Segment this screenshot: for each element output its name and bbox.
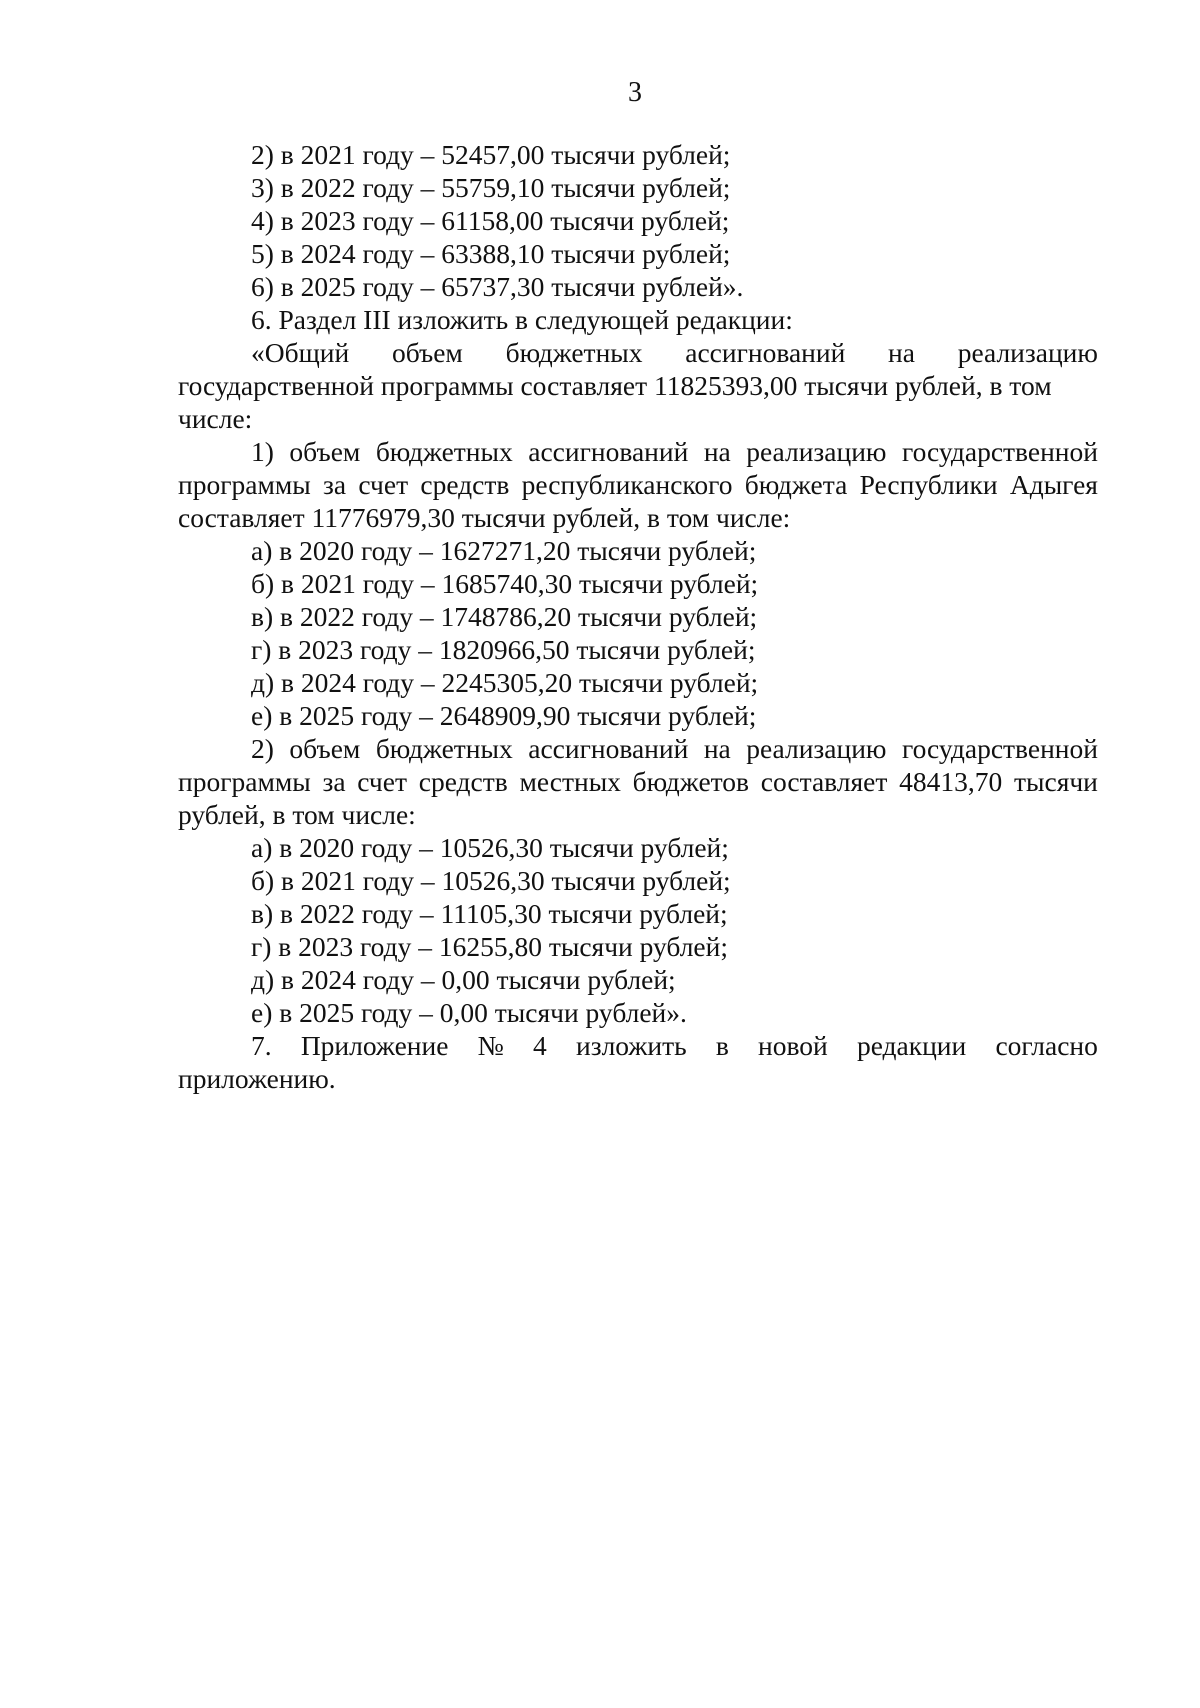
justified-word: реализацию <box>746 436 887 467</box>
list-item: г) в 2023 году – 1820966,50 тысячи рублей; <box>251 634 756 665</box>
justified-word: программы <box>178 469 311 500</box>
list-item: в) в 2022 году – 11105,30 тысячи рублей; <box>251 898 728 929</box>
justified-word: республиканского <box>521 469 733 500</box>
justified-word: ассигнований <box>685 337 846 368</box>
total-paragraph-line-1 <box>178 336 1098 369</box>
list-republican-budget <box>178 534 1098 732</box>
justified-word: согласно <box>995 1030 1098 1061</box>
item-6-heading: 6. Раздел III изложить в следующей редакции: <box>251 304 793 335</box>
justified-word: бюджетных <box>375 733 513 764</box>
justified-word: счет <box>357 766 407 797</box>
local-paragraph-line-3: рублей, в том числе: <box>178 799 416 830</box>
justified-word: бюджетных <box>505 337 643 368</box>
justified-word: объем <box>289 436 361 467</box>
list-item: д) в 2024 году – 0,00 тысячи рублей; <box>251 964 676 995</box>
justified-word: местных <box>519 766 621 797</box>
justified-word: бюджета <box>744 469 848 500</box>
list-item: 2) в 2021 году – 52457,00 тысячи рублей; <box>251 139 731 170</box>
justified-word: государственной <box>901 436 1098 467</box>
republican-paragraph-line-1 <box>178 435 1098 468</box>
justified-word: Республики <box>859 469 998 500</box>
justified-word: реализацию <box>957 337 1098 368</box>
local-paragraph-line-1 <box>178 732 1098 765</box>
justified-word: программы <box>178 766 311 797</box>
justified-word: объем <box>289 733 361 764</box>
document-body <box>178 138 1098 1095</box>
list-item: а) в 2020 году – 10526,30 тысячи рублей; <box>251 832 729 863</box>
justified-word: средств <box>418 766 508 797</box>
item-7-line-1 <box>178 1029 1098 1062</box>
justified-word: бюджетов <box>632 766 750 797</box>
justified-word: Приложение <box>300 1030 449 1061</box>
justified-word: на <box>703 436 731 467</box>
justified-word: № <box>477 1030 504 1061</box>
page-number: 3 <box>628 77 642 108</box>
justified-word: реализацию <box>746 733 887 764</box>
justified-word: объем <box>391 337 463 368</box>
republican-paragraph-line-3: составляет 11776979,30 тысячи рублей, в том числе: <box>178 502 791 533</box>
item-7-line-2: приложению. <box>178 1063 336 1094</box>
list-item: а) в 2020 году – 1627271,20 тысячи рублей; <box>251 535 757 566</box>
list-item: в) в 2022 году – 1748786,20 тысячи рублей; <box>251 601 758 632</box>
list-item: г) в 2023 году – 16255,80 тысячи рублей; <box>251 931 728 962</box>
justified-word: счет <box>358 469 409 500</box>
justified-word: ассигнований <box>528 436 689 467</box>
list-item: е) в 2025 году – 2648909,90 тысячи рублей; <box>251 700 757 731</box>
justified-word: ассигнований <box>528 733 689 764</box>
list-item: 5) в 2024 году – 63388,10 тысячи рублей; <box>251 238 731 269</box>
list-local-budget <box>178 831 1098 1029</box>
justified-word: Адыгея <box>1009 469 1098 500</box>
list-item: е) в 2025 году – 0,00 тысячи рублей». <box>251 997 687 1028</box>
justified-word: 2) <box>251 733 274 764</box>
list-item: д) в 2024 году – 2245305,20 тысячи рублей; <box>251 667 759 698</box>
justified-word: на <box>703 733 731 764</box>
justified-word: редакции <box>856 1030 967 1061</box>
justified-word: в <box>715 1030 729 1061</box>
justified-word: тысячи <box>1014 766 1098 797</box>
list-item: б) в 2021 году – 1685740,30 тысячи рублей; <box>251 568 759 599</box>
justified-word: 48413,70 <box>899 766 1003 797</box>
republican-paragraph-line-2 <box>178 468 1098 501</box>
justified-word: 4 <box>533 1030 547 1061</box>
justified-word: государственной <box>901 733 1098 764</box>
justified-word: составляет <box>760 766 888 797</box>
list-item: 4) в 2023 году – 61158,00 тысячи рублей; <box>251 205 730 236</box>
justified-word: изложить <box>575 1030 687 1061</box>
list-program-years <box>178 138 1098 303</box>
list-item: б) в 2021 году – 10526,30 тысячи рублей; <box>251 865 731 896</box>
justified-word: за <box>323 469 347 500</box>
justified-word: 7. <box>251 1030 272 1061</box>
justified-word: за <box>322 766 346 797</box>
justified-word: бюджетных <box>375 436 513 467</box>
justified-word: на <box>888 337 915 368</box>
justified-word: «Общий <box>251 337 350 368</box>
justified-word: средств <box>420 469 510 500</box>
local-paragraph-line-2 <box>178 765 1098 798</box>
total-paragraph-line-3: числе: <box>178 403 253 434</box>
justified-word: новой <box>758 1030 828 1061</box>
list-item: 6) в 2025 году – 65737,30 тысячи рублей». <box>251 271 744 302</box>
justified-word: 1) <box>251 436 274 467</box>
total-paragraph-line-2: государственной программы составляет 11825393,00 тысячи рублей, в том <box>178 370 1052 401</box>
list-item: 3) в 2022 году – 55759,10 тысячи рублей; <box>251 172 731 203</box>
